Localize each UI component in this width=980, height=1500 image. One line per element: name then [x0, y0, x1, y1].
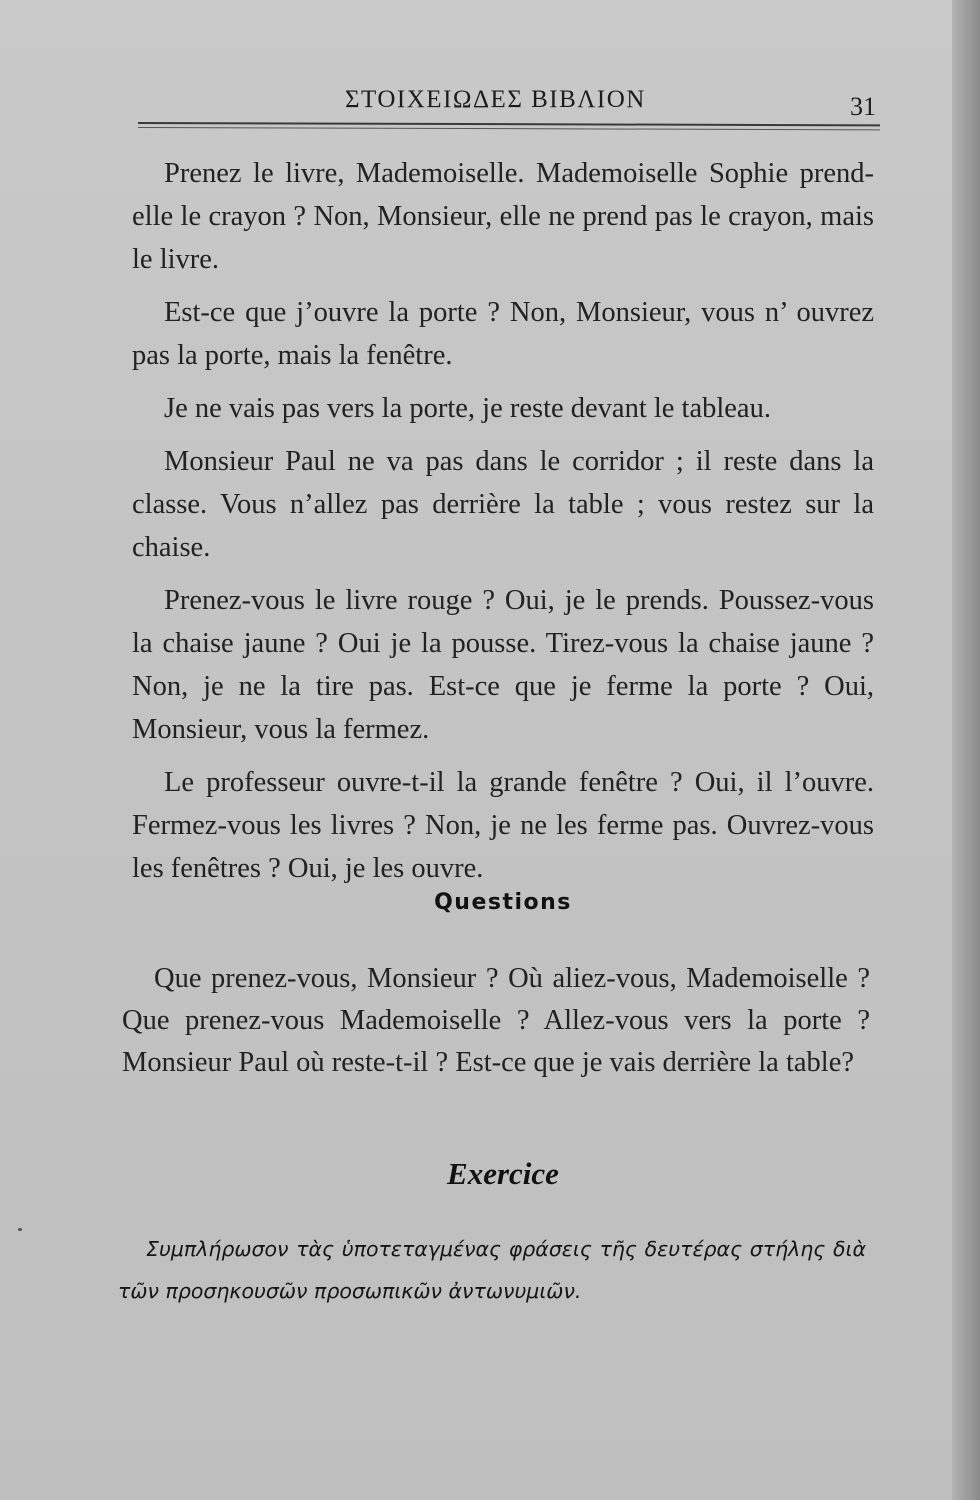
exercise-heading: Exercice: [447, 1156, 559, 1191]
paragraph-5: Prenez-vous le livre rouge ? Oui, je le prends. Poussez-vous la chaise jaune ? Oui je la pousse. Tirez-vous la chaise jaune ? Non, je ne la tire pas. Est-ce que je ferme la porte ? Oui, Monsieur, vous la fermez.: [132, 585, 874, 745]
header-rule: [138, 122, 880, 126]
questions-section: [122, 958, 870, 1084]
running-title: ΣΤΟΙΧΕΙΩΔΕΣ ΒΙΒΛΙΟΝ: [345, 86, 646, 113]
page-header: [138, 82, 880, 126]
exercise-instruction: Συμπλήρωσον τὰς ὑποτεταγμένας φράσεις τῆς δευτέρας στήλης διὰ τῶν προσηκουσῶν προσωπικῶν ἀντωνυμιῶν.: [118, 1237, 866, 1303]
questions-paragraph: Que prenez-vous, Monsieur ? Où aliez-vous, Mademoiselle ? Que prenez-vous Mademoiselle ? Allez-vous vers la porte ? Monsieur Paul où reste-t-il ? Est-ce que je vais derrière la table?: [122, 963, 870, 1078]
paragraph-6: Le professeur ouvre-t-il la grande fenêtre ? Oui, il l’ouvre. Fermez-vous les livres ? Non, je ne les ferme pas. Ouvrez-vous les fenêtres ? Oui, je les ouvre.: [132, 767, 874, 884]
exercise-section: [118, 1228, 866, 1312]
paragraph-1: Prenez le livre, Mademoiselle. Mademoiselle Sophie prend-elle le crayon ? Non, Monsieur, elle ne prend pas le crayon, mais le livre.: [132, 158, 874, 275]
lesson-text: [132, 152, 874, 900]
questions-heading: Questions: [434, 890, 572, 915]
margin-speck: [18, 1228, 22, 1231]
book-spine-shadow: [952, 0, 980, 1500]
paragraph-3: Je ne vais pas vers la porte, je reste devant le tableau.: [164, 393, 771, 424]
paragraph-2: Est-ce que j’ouvre la porte ? Non, Monsieur, vous n’ ouvrez pas la porte, mais la fenêtre.: [132, 297, 874, 371]
header-rule-thin: [138, 127, 880, 130]
page-number: 31: [850, 92, 876, 121]
paragraph-4: Monsieur Paul ne va pas dans le corridor ; il reste dans la classe. Vous n’allez pas derrière la table ; vous restez sur la chaise.: [132, 446, 874, 563]
